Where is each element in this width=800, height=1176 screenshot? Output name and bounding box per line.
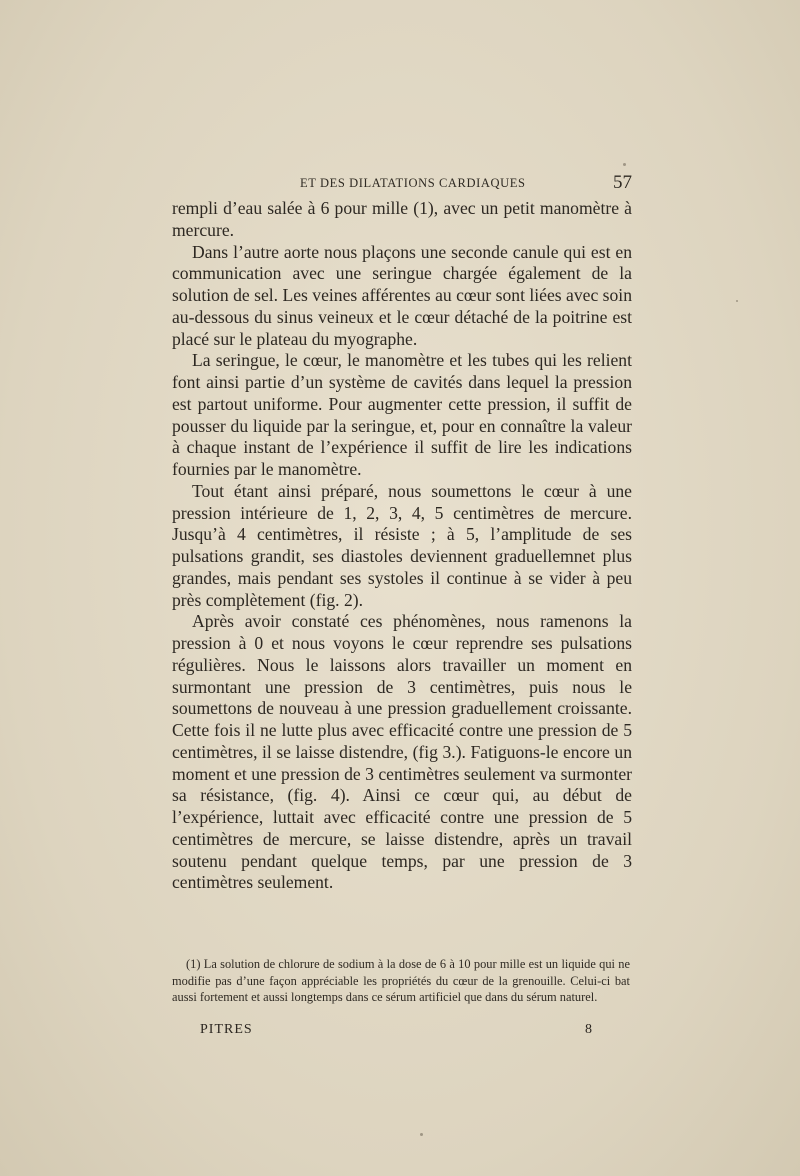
paragraph-1: rempli d’eau salée à 6 pour mille (1), avec un petit manomètre à mercure.	[172, 198, 632, 240]
sheet-number: 8	[585, 1022, 592, 1037]
paragraph-2: Dans l’autre aorte nous plaçons une seconde canule qui est en communication avec une seringue chargée également de la solution de sel. Les veines afférentes au cœur sont liées avec soin au-dessous du sinus veineux et le cœur détaché de la poitrine est placé sur le plateau du myographe.	[172, 241, 632, 349]
running-title: ET DES DILATATIONS CARDIAQUES	[300, 176, 526, 190]
footnote	[172, 956, 630, 1006]
paper-speck	[623, 163, 626, 166]
paper-speck	[420, 1133, 423, 1136]
running-head	[172, 174, 632, 196]
paper-speck	[736, 300, 738, 302]
page-number: 57	[613, 172, 632, 193]
footnote-text: (1) La solution de chlorure de sodium à la dose de 6 à 10 pour mille est un liquide qui ne modifie pas d’une façon appréciable les propriétés du cœur de la grenouille. Celui-ci bat aussi fortement et aussi longtemps dans ce sérum artificiel que dans du sérum naturel.	[172, 957, 630, 1005]
paragraph-5: Après avoir constaté ces phénomènes, nous ramenons la pression à 0 et nous voyons le cœur reprendre ses pulsations régulières. Nous le laissons alors travailler un moment en surmontant une pression de 3 centimètres, puis nous le soumettons de nouveau à une pression graduellement croissante. Cette fois il ne lutte plus avec efficacité contre une pression de 5 centimètres, il se laisse distendre, (fig 3.). Fatiguons-le encore un moment et une pression de 3 centimètres seulement va surmonter sa résistance, (fig. 4). Ainsi ce cœur qui, au début de l’expérience, luttait avec efficacité contre une pression de 5 centimètres de mercure, se laisse distendre, après un travail soutenu pendant quelque temps, par une pression de 3 centimètres seulement.	[172, 611, 632, 893]
signature-line	[172, 1022, 592, 1042]
paragraph-4: Tout étant ainsi préparé, nous soumettons le cœur à une pression intérieure de 1, 2, 3, 4, 5 centimètres de mercure. Jusqu’à 4 centimètres, il résiste ; à 5, l’amplitude de ses pulsations grandit, ses diastoles deviennent graduellemnet plus grandes, mais pendant ses systoles il continue à se vider à peu près complètement (fig. 2).	[172, 480, 632, 610]
paragraph-3: La seringue, le cœur, le manomètre et les tubes qui les relient font ainsi partie d’un système de cavités dans lequel la pression est partout uniforme. Pour augmenter cette pression, il suffit de pousser du liquide par la seringue, et, pour en connaître la valeur à chaque instant de l’expérience il suffit de lire les indications fournies par le manomètre.	[172, 350, 632, 479]
printer-signature: PITRES	[200, 1022, 253, 1037]
body-text	[172, 198, 632, 894]
